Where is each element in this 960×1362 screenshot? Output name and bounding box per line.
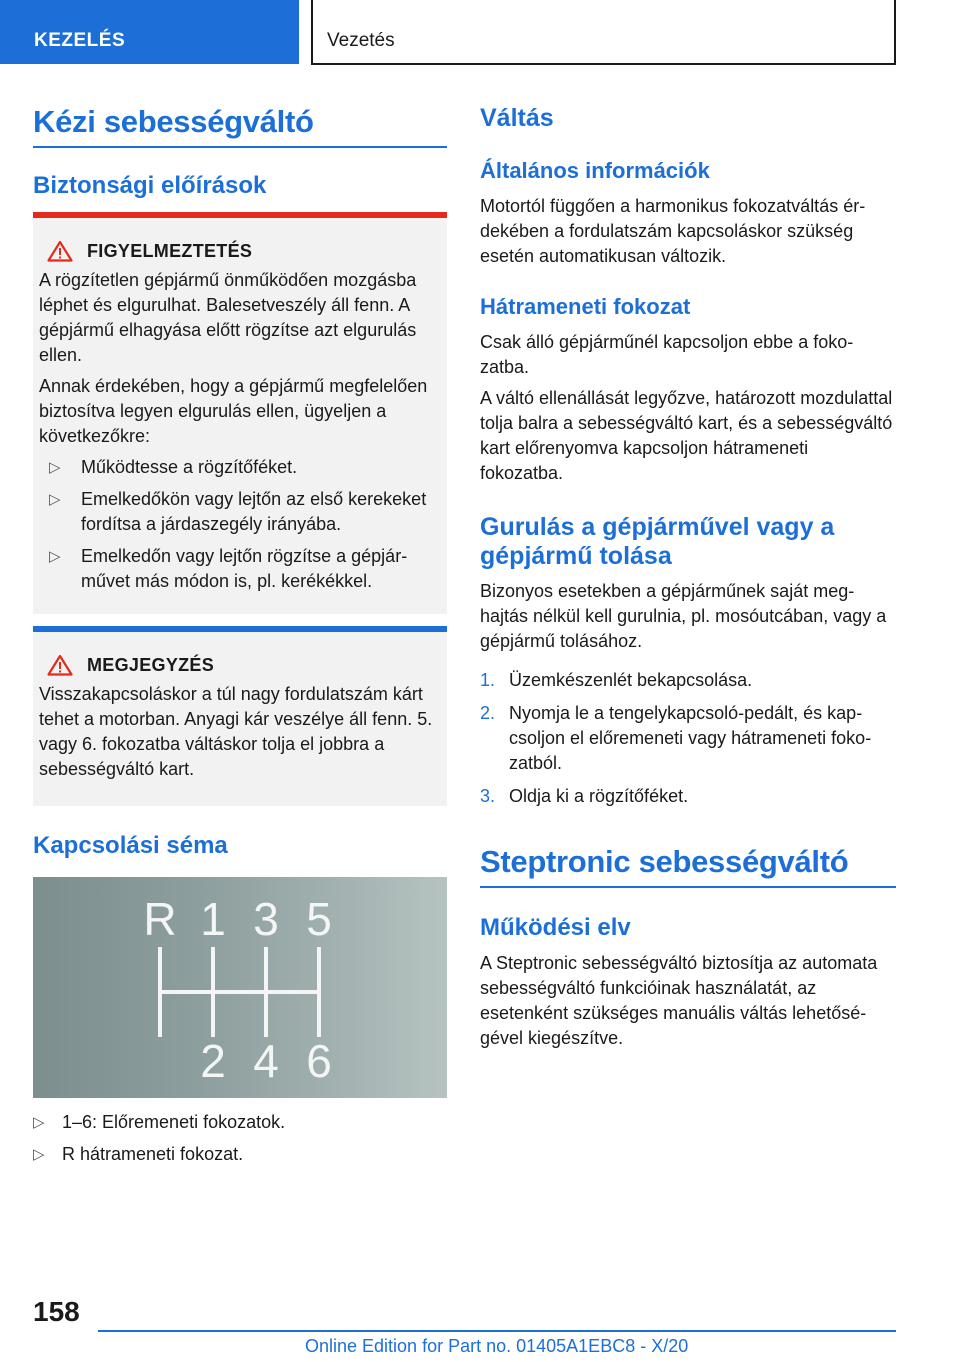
page-number: 158 [33, 1296, 80, 1327]
triangle-bullet-icon: ▷ [33, 1146, 45, 1163]
warning-list [39, 455, 441, 594]
triangle-bullet-icon: ▷ [33, 1114, 45, 1131]
list-item: 3. Oldja ki a rögzítőféket. [480, 786, 689, 806]
safety-heading: Biztonsági előírások [33, 172, 267, 199]
note-label: MEGJEGYZÉS [87, 654, 215, 675]
warning-text-2: Annak érdekében, hogy a gépjármű megfelelően biztosítva legyen elgurulás ellen, ügyeljen a következőkre: [39, 376, 428, 446]
list-item: 2. Nyomja le a tengelykapcsoló-pedált, és kapcsoljon el előremeneti vagy hátrameneti fokozatból. [480, 703, 872, 773]
triangle-bullet-icon: ▷ [49, 548, 61, 565]
gear-label-6: 6 [306, 1035, 332, 1087]
reverse-text-2: A váltó ellenállását legyőzve, határozott mozdulattal tolja balra a sebességváltó kart, és a sebességváltó kart előrenyomva kapcsoljon hátrameneti fokozatba. [480, 388, 893, 483]
gear-shift-diagram [33, 877, 447, 1098]
rolling-text: Bizonyos esetekben a gépjárműnek saját meghajtás nélkül kell gurulnia, pl. mosóutcában, vagy a gépjármű tolásához. [480, 581, 887, 651]
list-item: 1. Üzemkészenlét bekapcsolása. [480, 670, 753, 690]
reverse-heading: Hátrameneti fokozat [480, 294, 691, 319]
gear-label-r: R [143, 893, 177, 945]
edition-text: Online Edition for Part no. 01405A1EBC8 - X/20 [305, 1336, 689, 1356]
list-item: ▷ 1–6: Előremeneti fokozatok. [33, 1110, 447, 1135]
steptronic-title: Steptronic sebességváltó [480, 844, 849, 879]
steps-list [480, 668, 896, 809]
note-box [33, 626, 447, 806]
reverse-text: Csak álló gépjárműnél kapcsoljon ebbe a fokozatba. [480, 332, 854, 377]
triangle-bullet-icon: ▷ [49, 459, 61, 476]
principle-text: A Steptronic sebességváltó biztosítja az automata sebességváltó funkcióinak használatát, az esetenként szükséges manuális váltás lehetőségével kiegészítve. [480, 953, 878, 1048]
steptronic-rule [480, 886, 896, 888]
gear-label-2: 2 [200, 1035, 226, 1087]
warning-text: A rögzítetlen gépjármű önműködően mozgásba léphet és elgurulhat. Balesetveszély áll fenn. A gépjármű elhagyása előtt rögzítse azt elgurulás ellen. [39, 270, 417, 365]
warning-box [33, 212, 447, 614]
general-text: Motortól függően a harmonikus fokozatváltás érdekében a fordulatszám kapcsoláskor szükség esetén automatikusan változik. [480, 196, 866, 266]
pattern-heading: Kapcsolási séma [33, 832, 228, 859]
page-title: Kézi sebességváltó [33, 104, 314, 139]
gear-label-3: 3 [253, 893, 279, 945]
gear-label-5: 5 [306, 893, 332, 945]
footer-rule [98, 1330, 896, 1332]
general-heading: Általános információk [480, 158, 710, 183]
rolling-heading: Gurulás a gépjárművel vagy a gépjármű tolása [480, 513, 835, 570]
warning-icon [47, 240, 73, 262]
list-item: ▷ Emelkedőkön vagy lejtőn az első kerekeket fordítsa a járdaszegély irányába. [49, 489, 427, 534]
list-item: ▷ R hátrameneti fokozat. [33, 1142, 447, 1167]
subsection-label: Vezetés [327, 30, 395, 51]
list-item: ▷ Emelkedőn vagy lejtőn rögzítse a gépjárművet más módon is, pl. kerékékkel. [49, 546, 408, 591]
title-rule [33, 146, 447, 148]
note-text: Visszakapcsoláskor a túl nagy fordulatszám kárt tehet a motorban. Anyagi kár veszélye áll fenn. 5. vagy 6. fokozatba váltáskor tolja el jobbra a sebességváltó kart. [39, 684, 433, 779]
shift-heading: Váltás [480, 104, 554, 132]
warning-label: FIGYELMEZTETÉS [87, 240, 253, 261]
triangle-bullet-icon: ▷ [49, 491, 61, 508]
warning-header [47, 240, 441, 262]
gear-label-1: 1 [200, 893, 226, 945]
gear-pattern-image [33, 877, 447, 1098]
section-label: KEZELÉS [34, 30, 126, 51]
list-item: ▷ Működtesse a rögzítőféket. [39, 455, 441, 480]
section-tab [0, 0, 299, 64]
warning-icon [47, 654, 73, 676]
pattern-list [33, 1110, 447, 1167]
gear-label-4: 4 [253, 1035, 279, 1087]
subsection-header [311, 0, 896, 65]
note-header [47, 654, 441, 676]
principle-heading: Működési elv [480, 914, 631, 941]
